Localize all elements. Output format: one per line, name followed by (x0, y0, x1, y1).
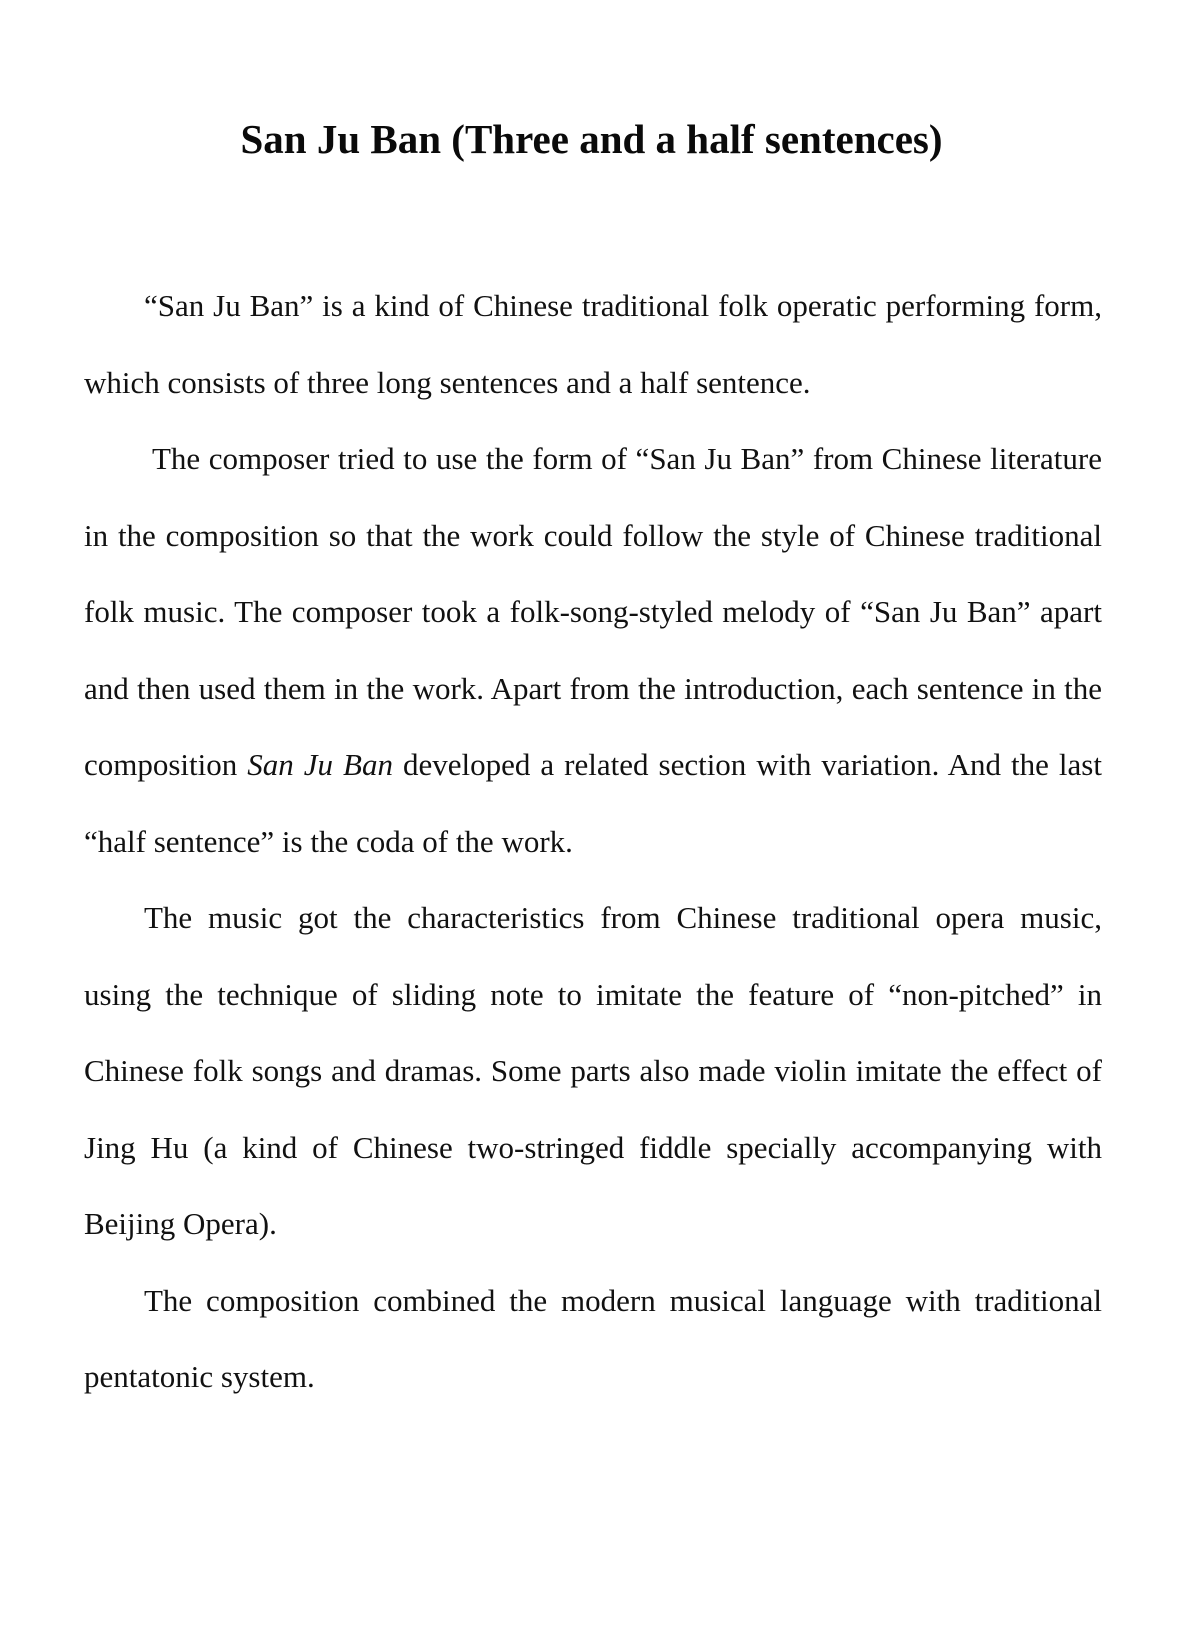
paragraph-2-italic-title: San Ju Ban (247, 747, 393, 782)
paragraph-4: The composition combined the modern musical language with traditional pentatonic system. (84, 1282, 1102, 1394)
paragraph-2-text-b: developed a related section with variation. And the last “half sentence” is the coda of the work. (84, 747, 1102, 859)
document-title: San Ju Ban (Three and a half sentences) (240, 116, 943, 163)
document-body (84, 268, 1102, 1416)
paragraph-3: The music got the characteristics from Chinese traditional opera music, using the technique of sliding note to imitate the feature of “non-pitched” in Chinese folk songs and dramas. Some parts also made violin imitate the effect of Jing Hu (a kind of Chinese two-stringed fiddle specially accompanying with Beijing Opera). (84, 900, 1102, 1241)
paragraph-2 (84, 421, 1102, 880)
paragraph-2-text-a: The composer tried to use the form of “San Ju Ban” from Chinese literature in the composition so that the work could follow the style of Chinese traditional folk music. The composer took a folk-song-styled melody of “San Ju Ban” apart and then used them in the work. Apart from the introduction, each sentence in the composition (84, 441, 1102, 782)
paragraph-1: “San Ju Ban” is a kind of Chinese traditional folk operatic performing form, which consists of three long sentences and a half sentence. (84, 288, 1102, 400)
